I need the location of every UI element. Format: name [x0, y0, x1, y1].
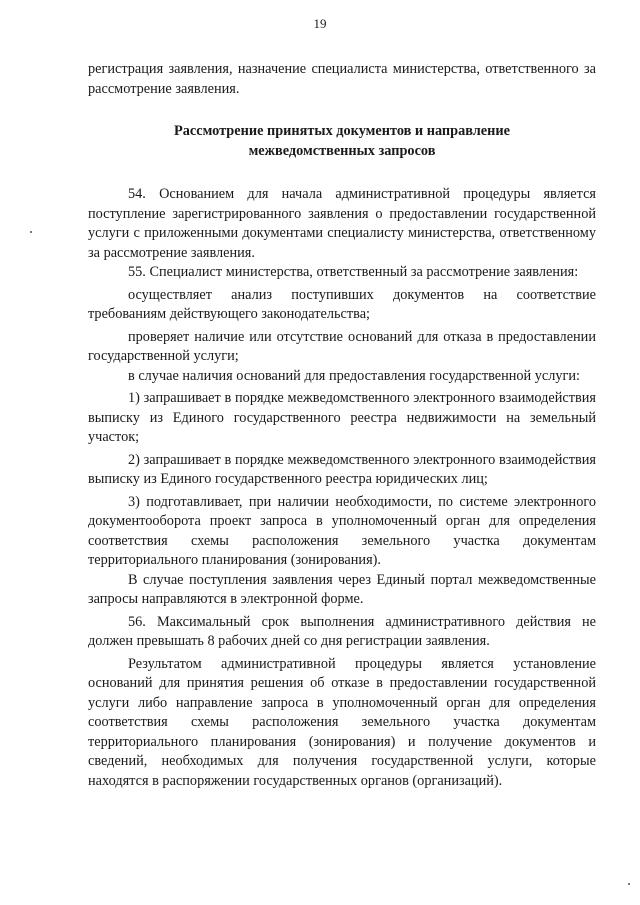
section-heading-line-2: межведомственных запросов: [248, 142, 436, 159]
paragraph-if-grounds: в случае наличия оснований для предоставления государственной услуги:: [128, 367, 581, 384]
section-heading-line-1: Рассмотрение принятых документов и направление: [174, 123, 510, 139]
paragraph-54: 54. Основанием для начала административной процедуры является поступление зарегистрированного заявления о предоставлении государственной услуги с приложенными документами специалисту министерства, ответственному за рассмотрение заявления.: [88, 186, 596, 261]
list-item-2: 2) запрашивает в порядке межведомственного электронного взаимодействия выписку из Единого государственного реестра юридических лиц;: [88, 451, 596, 487]
intro-paragraph: регистрация заявления, назначение специалиста министерства, ответственного за рассмотрение заявления.: [88, 61, 596, 97]
paragraph-check-grounds: проверяет наличие или отсутствие оснований для отказа в предоставлении государственной услуги;: [88, 328, 596, 364]
section-heading: [88, 122, 596, 161]
document-body: [88, 60, 596, 791]
scan-speck: [628, 883, 630, 885]
list-item-3: 3) подготавливает, при наличии необходимости, по системе электронного документооборота проект запроса в уполномоченный орган для определения соответствия схемы расположения земельного участка документам территориального планирования (зонирования).: [88, 493, 596, 568]
list-item-1: 1) запрашивает в порядке межведомственного электронного взаимодействия выписку из Единого государственного реестра недвижимости на земельный участок;: [88, 390, 596, 445]
paragraph-result: Результатом административной процедуры является установление оснований для принятия решения об отказе в предоставлении государственной услуги либо направление запроса в уполномоченный орган для определения соответствия схемы расположения земельного участка документам территориального планирования (зонирования) и получение документов и сведений, необходимых для получения государственной услуги, которые находятся в распоряжении государственных органов (организаций).: [88, 655, 596, 789]
scan-speck: [30, 231, 32, 233]
paragraph-55: 55. Специалист министерства, ответственный за рассмотрение заявления:: [128, 264, 579, 280]
paragraph-56: 56. Максимальный срок выполнения административного действия не должен превышать 8 рабочих дней со дня регистрации заявления.: [88, 613, 596, 649]
page-number: 19: [313, 16, 327, 31]
paragraph-analysis: осуществляет анализ поступивших документов на соответствие требованиям действующего законодательства;: [88, 286, 596, 322]
paragraph-portal: В случае поступления заявления через Единый портал межведомственные запросы направляются в электронной форме.: [88, 571, 596, 607]
